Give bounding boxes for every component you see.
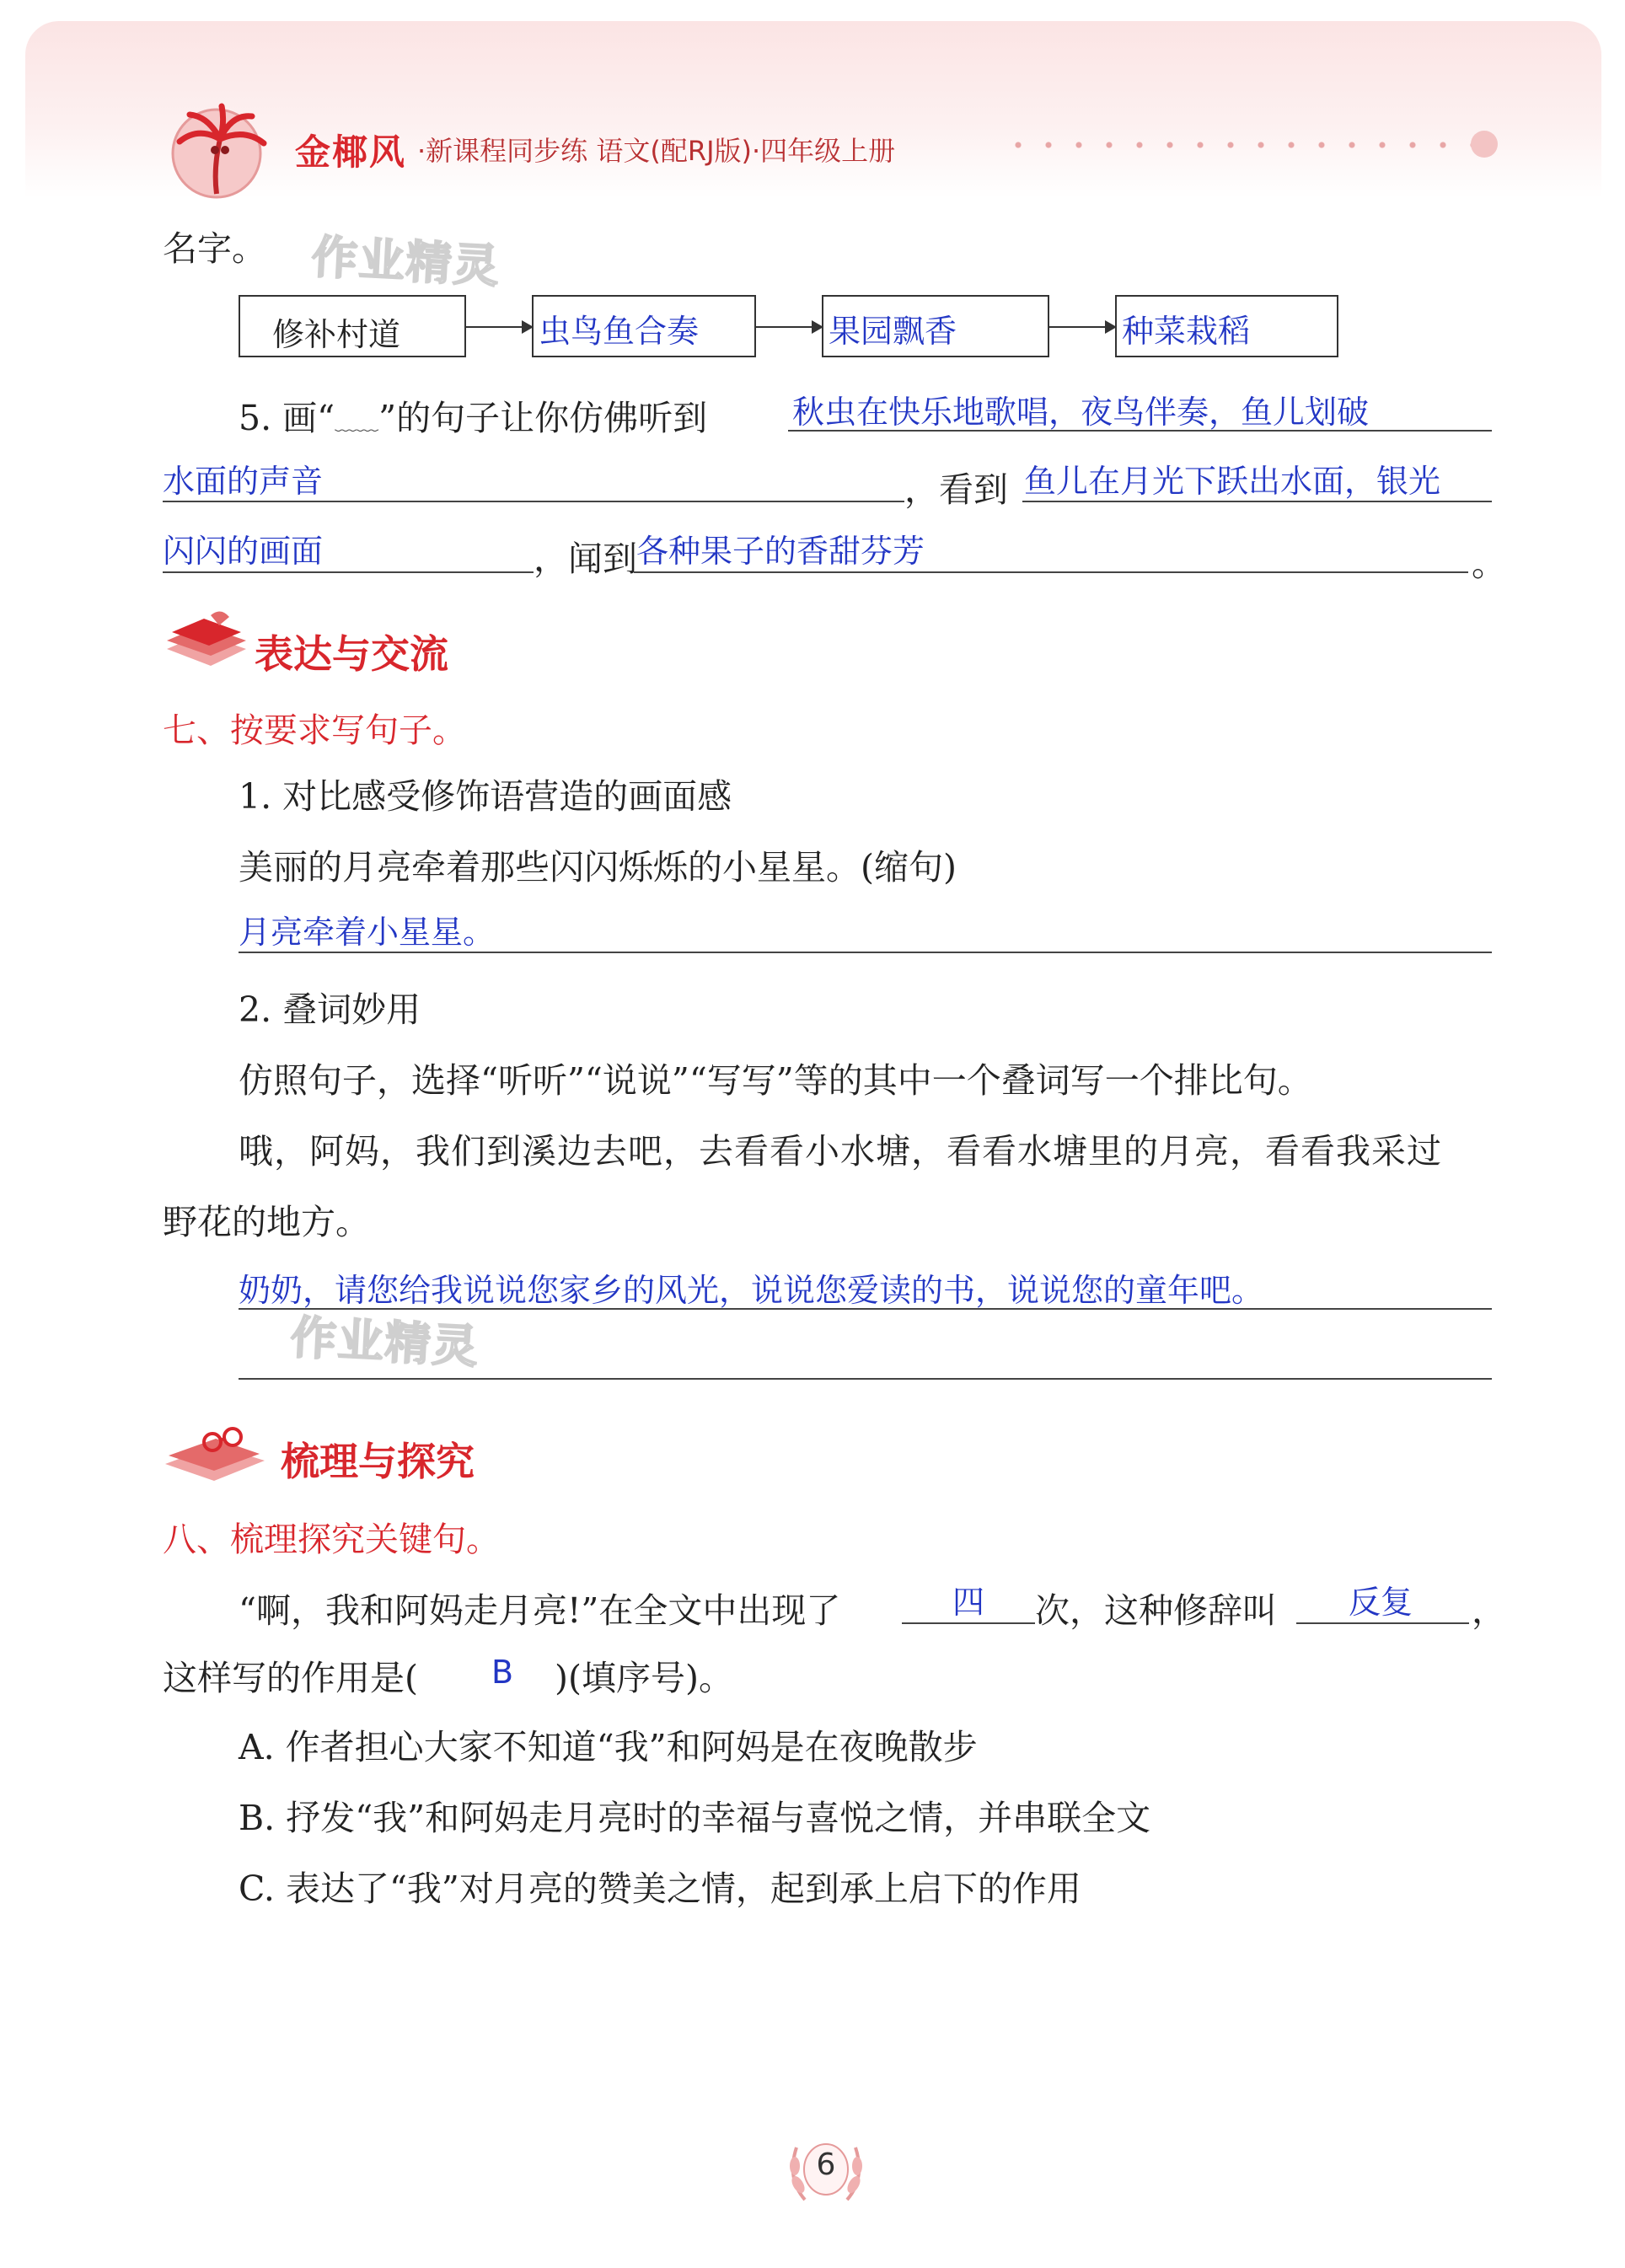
q8-line1-a: “啊，我和阿妈走月亮!”在全文中出现了 xyxy=(239,1590,841,1631)
flow-box-1 xyxy=(239,295,466,357)
carry-text: 名字。 xyxy=(163,228,266,269)
q7-sub1-answer: 月亮牵着小星星。 xyxy=(239,914,496,951)
leaf-icon xyxy=(1471,131,1498,158)
palm-logo-icon xyxy=(164,101,282,202)
q8-line2-b: )(填序号)。 xyxy=(555,1658,733,1698)
flow-arrow xyxy=(756,326,822,328)
flow-box-2 xyxy=(532,295,756,357)
page-number-badge xyxy=(780,2132,872,2208)
q8-line1-c: ， xyxy=(1472,1590,1506,1631)
answer-line xyxy=(1022,501,1492,502)
q7-sub1-sentence: 美丽的月亮牵着那些闪闪烁烁的小星星。(缩句) xyxy=(239,847,957,887)
q5-smell-label: ，闻到 xyxy=(534,539,637,579)
answer-line xyxy=(788,430,1492,432)
flow-answer: 果园飘香 xyxy=(829,313,957,350)
flow-box-3 xyxy=(822,295,1049,357)
q8-answer-rhetoric: 反复 xyxy=(1349,1584,1413,1621)
q5-end: 。 xyxy=(1472,544,1506,584)
answer-line xyxy=(163,571,534,573)
q7-sub2-title: 2. 叠词妙用 xyxy=(239,989,421,1030)
brand-name: 金椰风 xyxy=(295,131,407,173)
answer-line xyxy=(239,1378,1492,1380)
q5-answer-hear-1: 秋虫在快乐地歌唱，夜鸟伴奏，鱼儿划破 xyxy=(792,394,1370,431)
flow-answer: 种菜栽稻 xyxy=(1122,313,1251,350)
q5-prefix xyxy=(239,390,707,440)
answer-line xyxy=(163,501,904,502)
book-stack-icon xyxy=(160,607,253,674)
header-dots xyxy=(1003,142,1475,148)
answer-line xyxy=(239,952,1492,953)
page-number: 6 xyxy=(816,2147,836,2182)
q7-sub1-title: 1. 对比感受修饰语营造的画面感 xyxy=(239,776,732,817)
q7-title: 七、按要求写句子。 xyxy=(163,711,466,750)
flow-box-4 xyxy=(1115,295,1338,357)
section-title: 梳理与探究 xyxy=(281,1439,475,1484)
q5-prefix-text: 5. 画“ xyxy=(239,398,335,438)
q7-sub2-example-1: 哦，阿妈，我们到溪边去吧，去看看小水塘，看看水塘里的月亮，看看我采过 xyxy=(239,1131,1442,1172)
q5-answer-see-1: 鱼儿在月光下跃出水面，银光 xyxy=(1024,463,1441,500)
option-a: A. 作者担心大家不知道“我”和阿妈是在夜晚散步 xyxy=(239,1727,978,1767)
open-book-glasses-icon xyxy=(160,1412,270,1488)
q5-answer-see-2: 闪闪的画面 xyxy=(163,533,324,570)
answer-line xyxy=(1296,1622,1469,1624)
flow-answer: 虫鸟鱼合奏 xyxy=(539,313,700,350)
q7-sub2-example-2: 野花的地方。 xyxy=(163,1202,370,1242)
wavy-mark: ﹏﹏ xyxy=(335,410,379,436)
q5-mid-text: ”的句子让你仿佛听到 xyxy=(378,398,708,438)
q8-line1-b: 次，这种修辞叫 xyxy=(1035,1590,1277,1631)
watermark: 作业精灵 xyxy=(310,230,502,293)
flow-arrow xyxy=(1049,326,1115,328)
q8-line2-a: 这样写的作用是( xyxy=(163,1658,418,1698)
section-title: 表达与交流 xyxy=(255,631,448,677)
answer-line xyxy=(902,1622,1035,1624)
flow-arrow xyxy=(466,326,532,328)
answer-line xyxy=(634,571,1468,573)
q7-sub2-answer: 奶奶，请您给我说说您家乡的风光，说说您爱读的书，说说您的童年吧。 xyxy=(239,1272,1264,1309)
q5-see-label: ，看到 xyxy=(904,469,1008,510)
q5-answer-hear-2: 水面的声音 xyxy=(163,463,324,500)
option-b: B. 抒发“我”和阿妈走月亮时的幸福与喜悦之情，并串联全文 xyxy=(239,1798,1151,1838)
series-title: ·新课程同步练 语文(配RJ版)·四年级上册 xyxy=(417,135,896,167)
option-c: C. 表达了“我”对月亮的赞美之情，起到承上启下的作用 xyxy=(239,1869,1081,1909)
q8-answer-count: 四 xyxy=(952,1584,985,1621)
q5-answer-smell: 各种果子的香甜芬芳 xyxy=(636,533,925,570)
flow-label: 修补村道 xyxy=(272,316,401,353)
watermark: 作业精灵 xyxy=(289,1311,481,1374)
q8-title: 八、梳理探究关键句。 xyxy=(163,1520,500,1559)
q8-answer-choice: B xyxy=(491,1654,514,1691)
q7-sub2-instruction: 仿照句子，选择“听听”“说说”“写写”等的其中一个叠词写一个排比句。 xyxy=(239,1060,1312,1101)
